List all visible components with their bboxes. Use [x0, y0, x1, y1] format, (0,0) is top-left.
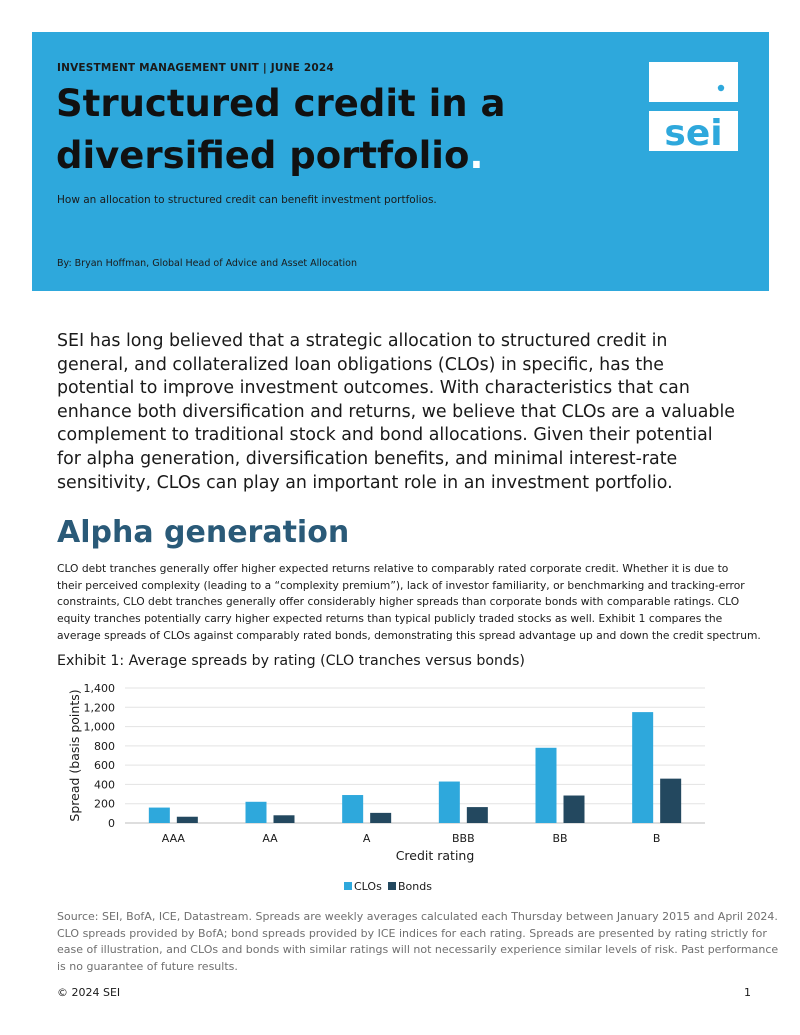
- source-line: CLO spreads provided by BofA; bond spreads provided by ICE indices for each rating. Spreads are presented by rating strictly for: [57, 926, 767, 940]
- x-tick-label: AA: [262, 832, 278, 845]
- bar-bonds-a: [370, 813, 391, 823]
- bar-bonds-aaa: [177, 817, 198, 823]
- page-title-line-1: Structured credit in a: [56, 82, 506, 125]
- bar-clos-b: [632, 712, 653, 823]
- intro-line: for alpha generation, diversification benefits, and minimal interest-rate: [57, 448, 678, 469]
- body-line: equity tranches potentially carry higher expected returns than typical publicly traded stocks as well. Exhibit 1 compares the: [57, 612, 723, 626]
- section-body: [57, 561, 761, 645]
- body-line: average spreads of CLOs against comparably rated bonds, demonstrating this spread advantage up and down the credit spectrum.: [57, 628, 761, 642]
- footer-copyright: © 2024 SEI: [57, 986, 121, 999]
- body-line: constraints, CLO debt tranches generally offer considerably higher spreads than corporate bonds with comparable ratings. CLO: [57, 595, 740, 609]
- bar-bonds-b: [660, 779, 681, 823]
- page-number: 1: [744, 986, 751, 999]
- y-tick-label: 400: [94, 778, 115, 792]
- x-tick-label: BB: [552, 832, 568, 845]
- source-line: Source: SEI, BofA, ICE, Datastream. Spreads are weekly averages calculated each Thursday between January 2015 and April 2024.: [57, 910, 778, 923]
- y-tick-label: 1,200: [83, 701, 115, 715]
- bar-clos-bbb: [439, 782, 460, 823]
- intro-line: potential to improve investment outcomes. With characteristics that can: [57, 378, 690, 399]
- byline: By: Bryan Hoffman, Global Head of Advice and Asset Allocation: [57, 258, 357, 269]
- legend-swatch-clos: [344, 882, 352, 890]
- eyebrow-label: INVESTMENT MANAGEMENT UNIT | JUNE 2024: [57, 62, 334, 74]
- bar-bonds-bbb: [467, 807, 488, 823]
- y-tick-label: 200: [94, 797, 115, 811]
- header-banner: [32, 32, 769, 291]
- intro-line: complement to traditional stock and bond allocations. Given their potential: [57, 425, 713, 446]
- bar-clos-aa: [246, 802, 267, 823]
- bar-clos-bb: [536, 748, 557, 823]
- intro-line: sensitivity, CLOs can play an important role in an investment portfolio.: [57, 472, 673, 493]
- section-heading: Alpha generation: [57, 515, 350, 550]
- y-tick-label: 0: [108, 817, 115, 830]
- y-tick-label: 1,000: [83, 720, 115, 734]
- body-line: CLO debt tranches generally offer higher expected returns relative to comparably rated corporate credit. Whether it is due to: [57, 562, 729, 575]
- exhibit-title: Exhibit 1: Average spreads by rating (CLO tranches versus bonds): [57, 653, 525, 669]
- y-axis-label: Spread (basis points): [67, 689, 82, 822]
- page-title: [56, 78, 616, 182]
- page-title-line-2: [56, 130, 616, 182]
- bar-bonds-bb: [564, 796, 585, 823]
- x-tick-label: A: [362, 832, 371, 845]
- logo-text: sei: [664, 113, 723, 151]
- body-line: their perceived complexity (leading to a “complexity premium”), lack of investor familiarity, or benchmarking and tracking-error: [57, 578, 745, 592]
- y-tick-label: 600: [94, 759, 115, 773]
- source-line: ease of illustration, and CLOs and bonds with similar ratings will not necessarily experience similar levels of risk. Past performance: [57, 943, 779, 957]
- bar-bonds-aa: [274, 815, 295, 823]
- source-line: is no guarantee of future results.: [57, 960, 238, 974]
- intro-line: enhance both diversification and returns, we believe that CLOs are a valuable: [57, 401, 735, 422]
- x-tick-label: BBB: [452, 832, 475, 845]
- title-period: .: [469, 134, 484, 177]
- y-tick-label: 1,400: [83, 682, 115, 695]
- legend-label-clos: CLOs: [354, 880, 382, 893]
- bar-clos-aaa: [149, 808, 170, 823]
- intro-paragraph: [57, 330, 757, 495]
- y-tick-label: 800: [94, 739, 115, 753]
- bar-clos-a: [342, 795, 363, 823]
- intro-line: general, and collateralized loan obligations (CLOs) in specific, has the: [57, 354, 664, 375]
- x-tick-label: B: [652, 832, 661, 845]
- intro-line: SEI has long believed that a strategic allocation to structured credit in: [57, 331, 668, 351]
- legend-swatch-bonds: [388, 882, 396, 890]
- spread-bar-chart: [57, 676, 747, 901]
- sei-logo-icon: [649, 62, 738, 151]
- x-axis-label: Credit rating: [395, 848, 475, 863]
- page-subtitle: How an allocation to structured credit can benefit investment portfolios.: [57, 194, 437, 206]
- x-tick-label: AAA: [161, 832, 185, 845]
- page-title-line-2-text: diversified portfolio: [56, 134, 470, 177]
- legend-label-bonds: Bonds: [398, 880, 432, 893]
- source-note: [57, 909, 779, 976]
